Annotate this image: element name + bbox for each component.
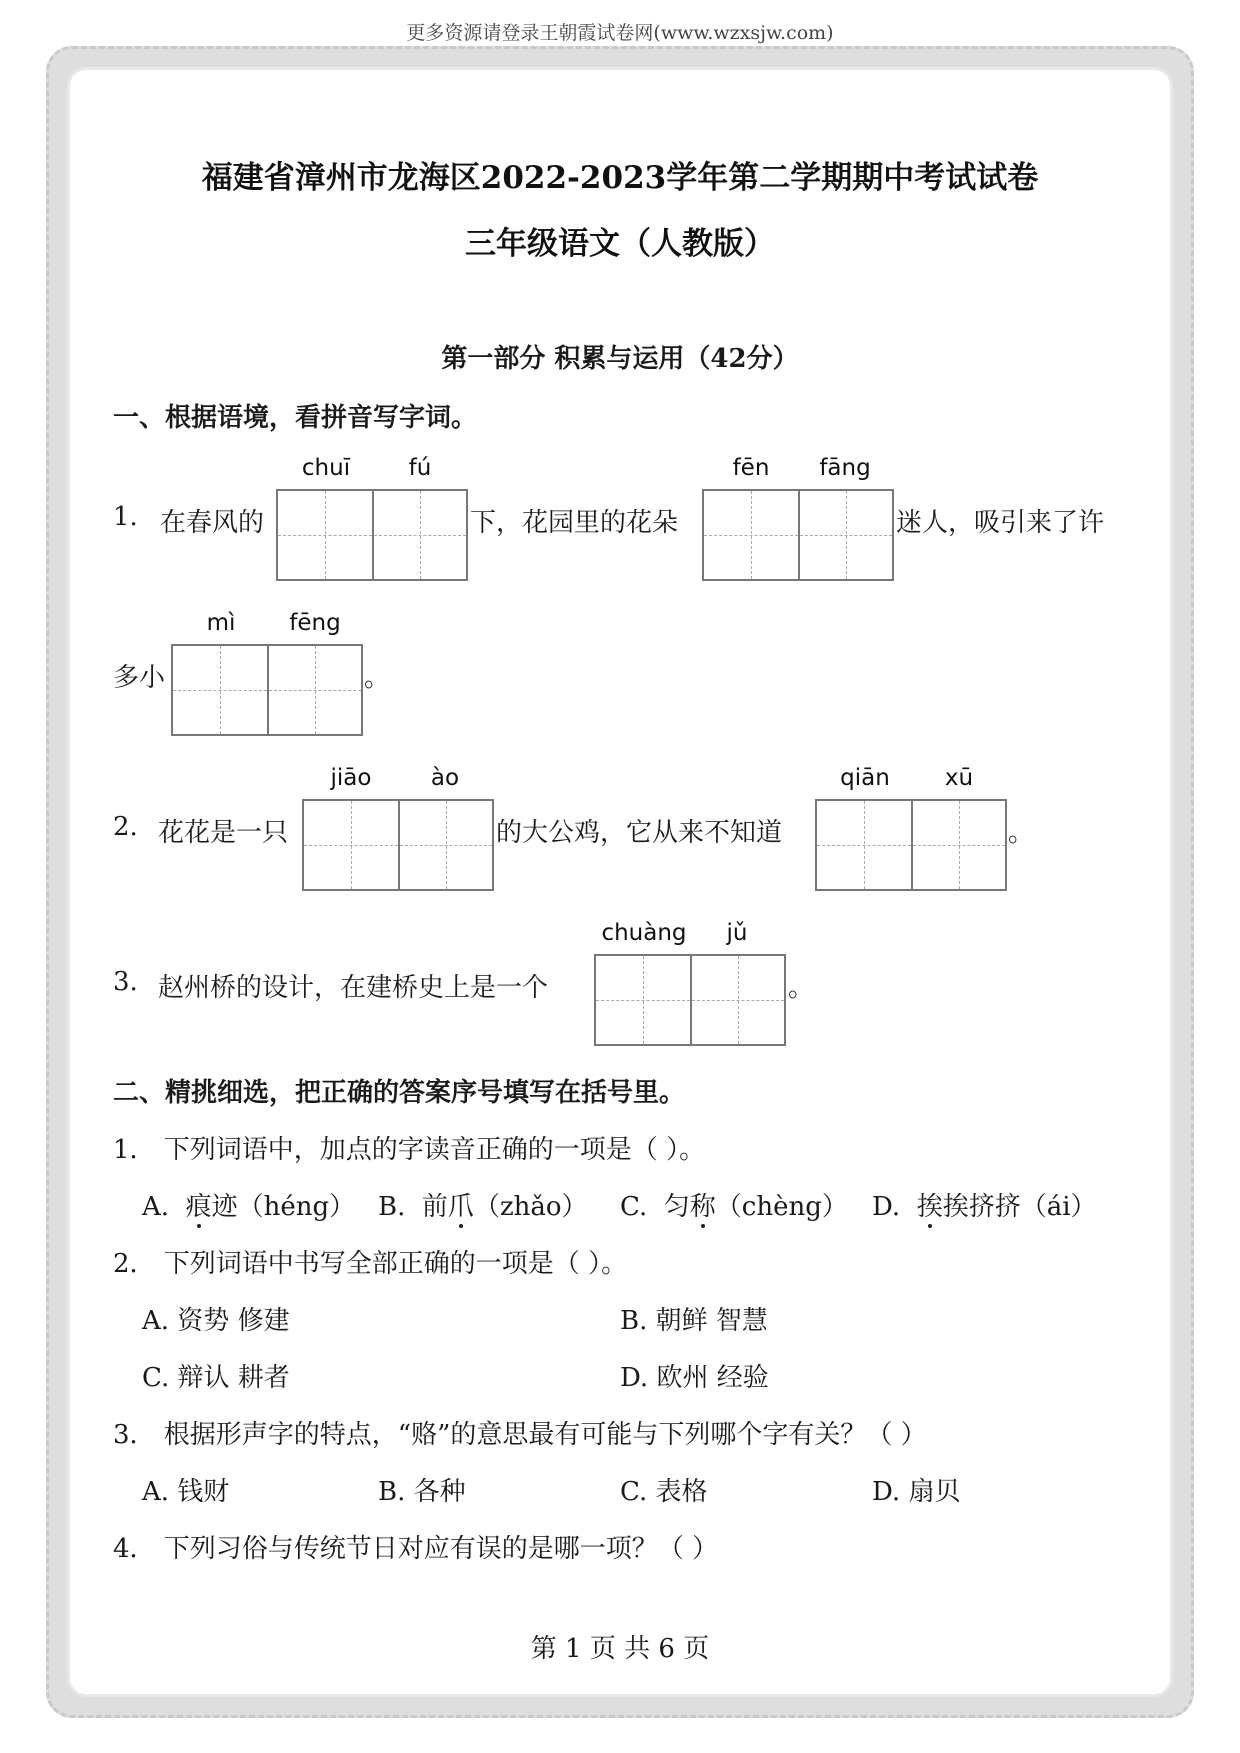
- writing-cell[interactable]: [911, 801, 1005, 889]
- pinyin-label: jǔ: [726, 920, 748, 946]
- question-stem: 1． 下列词语中，加点的字读音正确的一项是（ ）。: [113, 1135, 706, 1165]
- emphasis-char: 称: [690, 1186, 716, 1223]
- question-text: 多小: [113, 663, 166, 693]
- question-punct: 。: [364, 663, 391, 693]
- writing-cell[interactable]: [704, 491, 798, 579]
- emphasis-char: 爪: [448, 1186, 474, 1223]
- pinyin-label: xū: [944, 765, 974, 791]
- question-text: 在春风的: [160, 508, 265, 538]
- option-prefix: 匀: [663, 1192, 690, 1222]
- writing-cell[interactable]: [596, 956, 690, 1044]
- question-stem: 2． 下列词语中书写全部正确的一项是（ ）。: [113, 1249, 628, 1279]
- pinyin-label: chuàng: [601, 920, 687, 946]
- pinyin-label: qiān: [840, 765, 890, 791]
- option-suffix: （zhǎo）: [473, 1192, 588, 1222]
- page-number: 第 1 页 共 6 页: [530, 1634, 710, 1664]
- part-title: 第一部分 积累与运用（42分）: [441, 344, 799, 374]
- site-header: 更多资源请登录王朝霞试卷网(www.wzxsjw.com): [406, 22, 834, 44]
- writing-cell[interactable]: [173, 646, 267, 734]
- pinyin-label: fú: [408, 455, 432, 481]
- writing-grid[interactable]: [594, 954, 786, 1046]
- option-label: B.: [378, 1192, 406, 1222]
- question-text: 赵州桥的设计，在建桥史上是一个: [158, 973, 549, 1003]
- option-c[interactable]: C. 辩认 耕者: [142, 1363, 290, 1393]
- emphasis-char: 挨: [917, 1186, 943, 1223]
- question-number: 2.: [113, 812, 138, 842]
- pinyin-label: jiāo: [330, 765, 372, 791]
- pinyin-label: fāng: [819, 455, 871, 481]
- option-b[interactable]: B. 朝鲜 智慧: [620, 1306, 768, 1336]
- option-label: C.: [620, 1192, 648, 1222]
- writing-cell[interactable]: [817, 801, 911, 889]
- pinyin-label: fēng: [289, 610, 341, 636]
- section-heading: 二、精挑细选，把正确的答案序号填写在括号里。: [113, 1078, 686, 1108]
- option-d[interactable]: [872, 1186, 1097, 1223]
- pinyin-label: ào: [430, 765, 460, 791]
- writing-grid[interactable]: [302, 799, 494, 891]
- question-text: 迷人，吸引来了许: [896, 508, 1105, 538]
- question-text: 的大公鸡，它从来不知道: [496, 818, 783, 848]
- exam-title: 福建省漳州市龙海区2022-2023学年第二学期期中考试试卷: [201, 160, 1039, 196]
- option-prefix: 前: [421, 1192, 448, 1222]
- question-punct: 。: [788, 973, 815, 1003]
- question-stem: 3． 根据形声字的特点，“赂”的意思最有可能与下列哪个字有关？（ ）: [113, 1420, 927, 1450]
- writing-grid[interactable]: [702, 489, 894, 581]
- option-a[interactable]: A. 资势 修建: [142, 1306, 290, 1336]
- option-suffix: 迹（héng）: [211, 1192, 356, 1222]
- question-text: 下，花园里的花朵: [470, 508, 679, 538]
- writing-cell[interactable]: [798, 491, 892, 579]
- option-b[interactable]: [378, 1186, 588, 1223]
- emphasis-char: 痕: [186, 1186, 212, 1223]
- writing-cell[interactable]: [398, 801, 492, 889]
- option-d[interactable]: D. 扇贝: [872, 1477, 961, 1507]
- question-punct: 。: [1008, 818, 1035, 848]
- option-a[interactable]: [142, 1186, 355, 1223]
- option-a[interactable]: A. 钱财: [142, 1477, 230, 1507]
- option-c[interactable]: C. 表格: [620, 1477, 708, 1507]
- writing-grid[interactable]: [276, 489, 468, 581]
- pinyin-label: fēn: [732, 455, 770, 481]
- section-heading: 一、根据语境，看拼音写字词。: [113, 403, 478, 433]
- option-b[interactable]: B. 各种: [378, 1477, 466, 1507]
- question-text: 花花是一只: [158, 818, 289, 848]
- question-stem: 4． 下列习俗与传统节日对应有误的是哪一项？（ ）: [113, 1534, 719, 1564]
- writing-cell[interactable]: [372, 491, 466, 579]
- writing-grid[interactable]: [815, 799, 1007, 891]
- option-label: D.: [872, 1192, 901, 1222]
- pinyin-label: chuī: [301, 455, 351, 481]
- option-suffix: （chèng）: [715, 1192, 848, 1222]
- option-d[interactable]: D. 欧州 经验: [620, 1363, 769, 1393]
- option-c[interactable]: [620, 1186, 848, 1223]
- writing-cell[interactable]: [267, 646, 361, 734]
- writing-cell[interactable]: [690, 956, 784, 1044]
- writing-grid[interactable]: [171, 644, 363, 736]
- question-number: 3.: [113, 967, 138, 997]
- pinyin-label: mì: [206, 610, 236, 636]
- question-number: 1.: [113, 502, 138, 532]
- option-label: A.: [142, 1192, 170, 1222]
- exam-subtitle: 三年级语文（人教版）: [465, 226, 775, 262]
- option-suffix: 挨挤挤（ái）: [942, 1192, 1097, 1222]
- writing-cell[interactable]: [304, 801, 398, 889]
- writing-cell[interactable]: [278, 491, 372, 579]
